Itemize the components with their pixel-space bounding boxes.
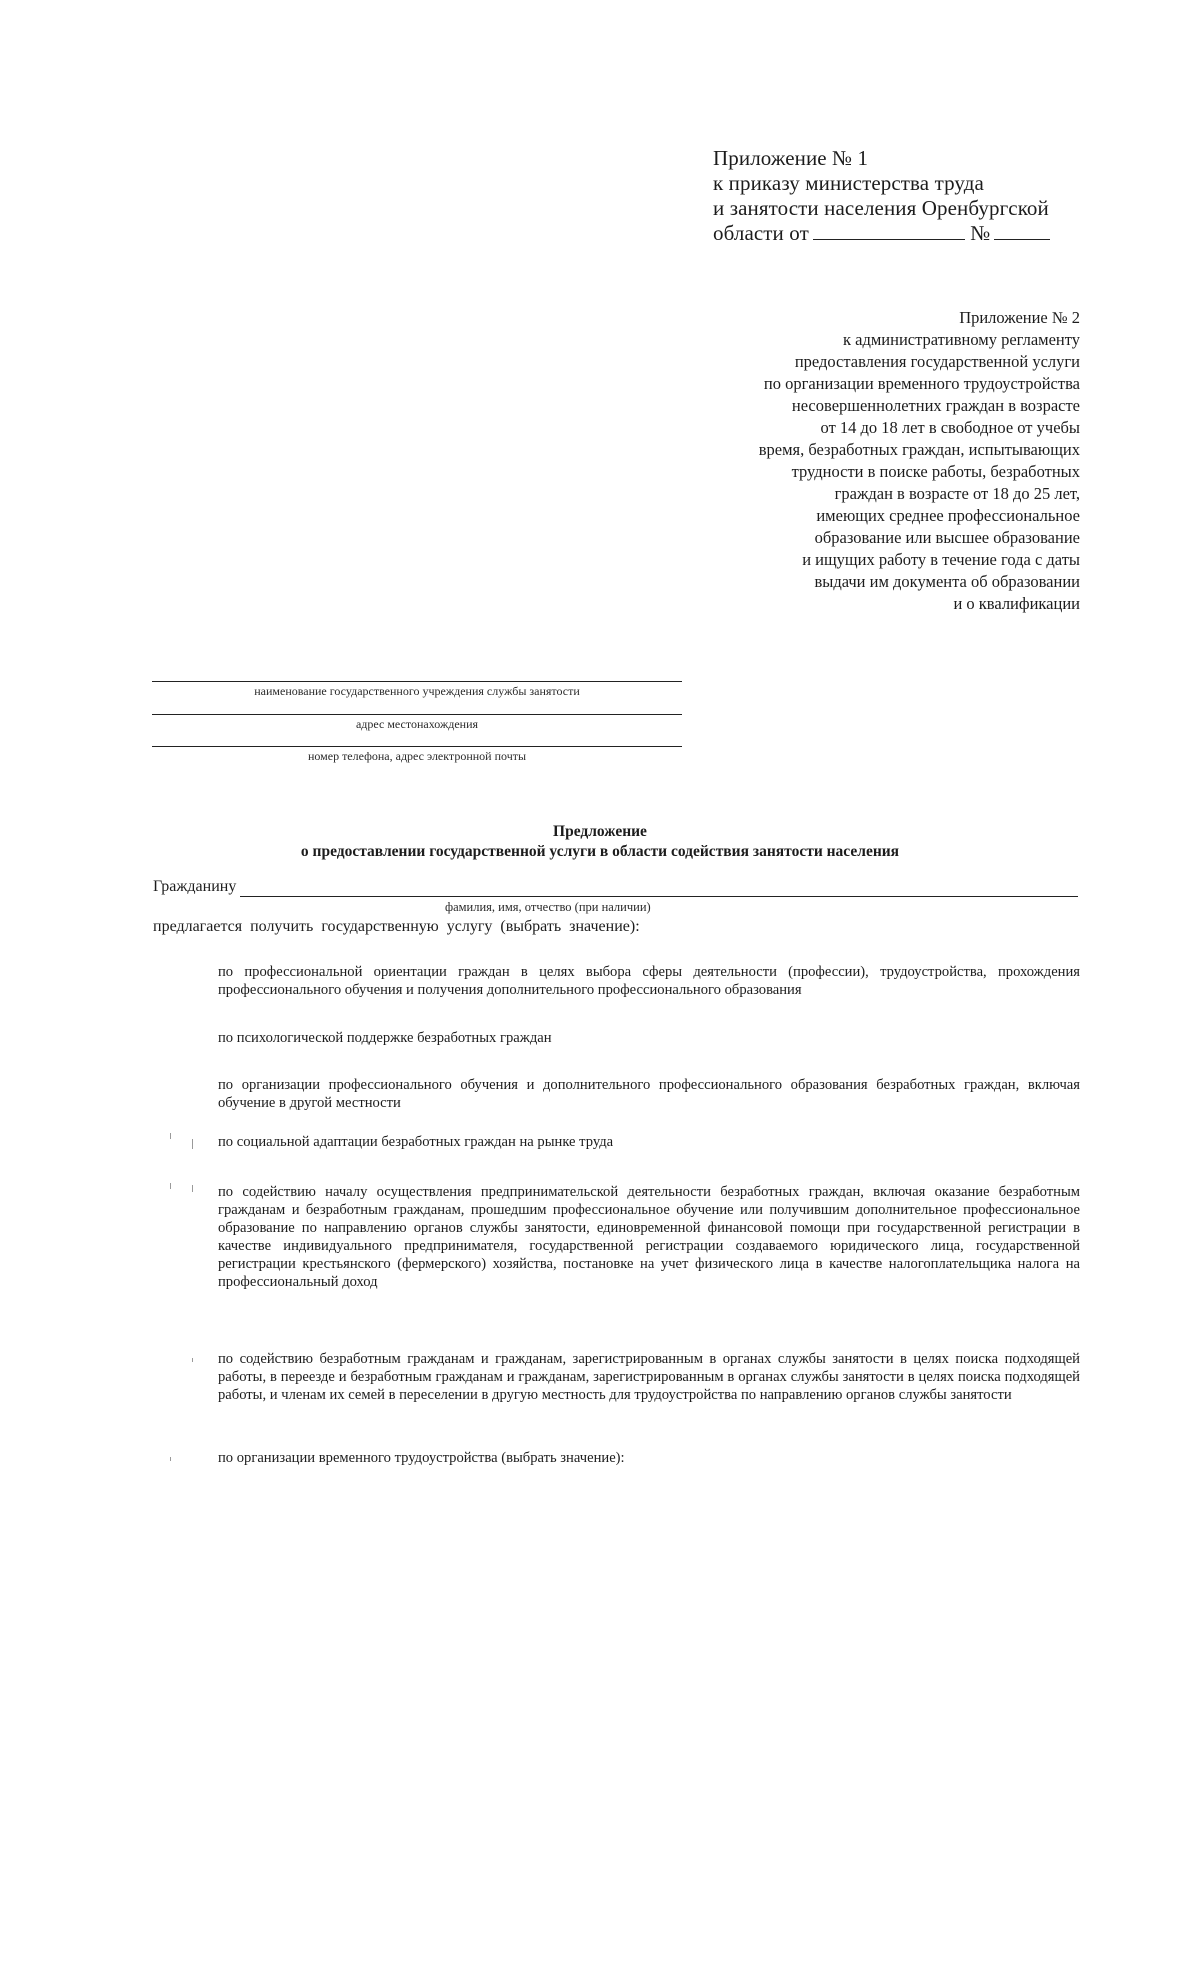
option-checkbox[interactable] [170, 1031, 192, 1045]
institution-name-line [152, 681, 682, 682]
title-line-2: о предоставлении государственной услуги в области содействия занятости населения [300, 843, 900, 860]
appendix-1-block [713, 146, 1113, 246]
scan-mark [192, 1185, 193, 1192]
scan-mark [192, 1139, 193, 1149]
citizen-name-blank-line [240, 882, 1078, 897]
appendix-2-block [660, 307, 1080, 615]
institution-contacts-caption: номер телефона, адрес электронной почты [307, 749, 527, 763]
appendix-2-line: и ищущих работу в течение года с даты [802, 550, 1080, 569]
option-text: по социальной адаптации безработных граждан на рынке труда [218, 1134, 614, 1150]
institution-address-field [152, 714, 682, 731]
option-checkbox[interactable] [170, 965, 192, 979]
option-checkbox[interactable] [170, 1352, 192, 1366]
appendix-2-line: имеющих среднее профессиональное [816, 506, 1080, 525]
option-text: по психологической поддержке безработных граждан [218, 1030, 552, 1046]
citizen-label: Гражданину [153, 878, 237, 895]
appendix-2-line: по организации временного трудоустройства [763, 374, 1080, 393]
date-blank-line [813, 221, 965, 240]
option-checkbox[interactable] [170, 1185, 192, 1199]
appendix-1-line-4 [713, 221, 1113, 246]
institution-address-caption: адрес местонахождения [355, 717, 479, 731]
fio-caption: фамилия, имя, отчество (при наличии) [445, 900, 651, 914]
appendix-1-line-2: к приказу министерства труда [713, 171, 984, 195]
appendix-1-line-1: Приложение № 1 [713, 146, 869, 170]
option-checkbox[interactable] [170, 1451, 192, 1465]
title-line-1: Предложение [553, 823, 647, 840]
institution-contacts-line [152, 746, 682, 747]
option-text: по содействию безработным гражданам и гражданам, зарегистрированным в органах службы занятости в целях поиска подходящей работы, в переезде и безработным гражданам и гражданам, зарегистрированным в органах службы занятости в целях поиска подходящей работы, и членам их семей в переселении в другую местность для трудоустройства по направлению органов службы занятости [218, 1351, 1080, 1403]
document-title [150, 822, 1050, 862]
scan-mark [170, 1183, 171, 1189]
institution-address-line [152, 714, 682, 715]
appendix-1-number-label: № [970, 221, 991, 245]
option-item [218, 1029, 1080, 1047]
appendix-2-line: время, безработных граждан, испытывающих [758, 440, 1080, 459]
institution-name-field [152, 681, 682, 698]
appendix-2-line: выдачи им документа об образовании [814, 572, 1080, 591]
citizen-field [153, 877, 1078, 897]
option-checkbox[interactable] [170, 1135, 192, 1149]
appendix-2-line: к административному регламенту [843, 330, 1080, 349]
appendix-2-line: предоставления государственной услуги [794, 352, 1080, 371]
option-text: по организации временного трудоустройства (выбрать значение): [218, 1450, 625, 1466]
option-text: по организации профессионального обучения и дополнительного профессионального образования безработных граждан, включая обучение в другой местности [218, 1077, 1080, 1111]
number-blank-line [994, 221, 1050, 240]
option-checkbox[interactable] [170, 1078, 192, 1092]
offer-text: предлагается получить государственную услугу (выбрать значение): [153, 918, 640, 935]
option-item [218, 1076, 1080, 1112]
option-item [218, 1183, 1080, 1291]
appendix-2-line: и о квалификации [953, 594, 1080, 613]
appendix-2-line: несовершеннолетних граждан в возрасте [791, 396, 1080, 415]
appendix-2-line: трудности в поиске работы, безработных [791, 462, 1080, 481]
option-item [218, 1133, 1080, 1151]
scan-mark [170, 1457, 171, 1461]
appendix-2-line: образование или высшее образование [814, 528, 1080, 547]
option-text: по профессиональной ориентации граждан в целях выбора сферы деятельности (профессии), трудоустройства, прохождения профессионального обучения и получения дополнительного профессионального образования [218, 964, 1080, 998]
institution-contacts-field [152, 746, 682, 763]
scan-mark [192, 1358, 193, 1362]
appendix-1-line-3: и занятости населения Оренбургской [713, 196, 1049, 220]
appendix-2-line: граждан в возрасте от 18 до 25 лет, [834, 484, 1080, 503]
institution-name-caption: наименование государственного учреждения службы занятости [254, 684, 580, 698]
option-text: по содействию началу осуществления предпринимательской деятельности безработных граждан, включая оказание безработным гражданам и безработным гражданам, прошедшим профессиональное обучение или получившим дополнительное профессиональное образование по направлению органов службы занятости, единовременной финансовой помощи при государственной регистрации в качестве индивидуального предпринимателя, государственной регистрации создаваемого юридического лица, государственной регистрации крестьянского (фермерского) хозяйства, постановке на учет физического лица в качестве налогоплательщика налога на профессиональный доход [218, 1184, 1080, 1290]
appendix-1-date-label: области от [713, 221, 809, 245]
option-item [218, 1449, 1080, 1467]
appendix-2-line: Приложение № 2 [959, 308, 1080, 327]
option-item [218, 1350, 1080, 1404]
scan-mark [170, 1133, 171, 1139]
appendix-2-line: от 14 до 18 лет в свободное от учебы [820, 418, 1080, 437]
option-item [218, 963, 1080, 999]
